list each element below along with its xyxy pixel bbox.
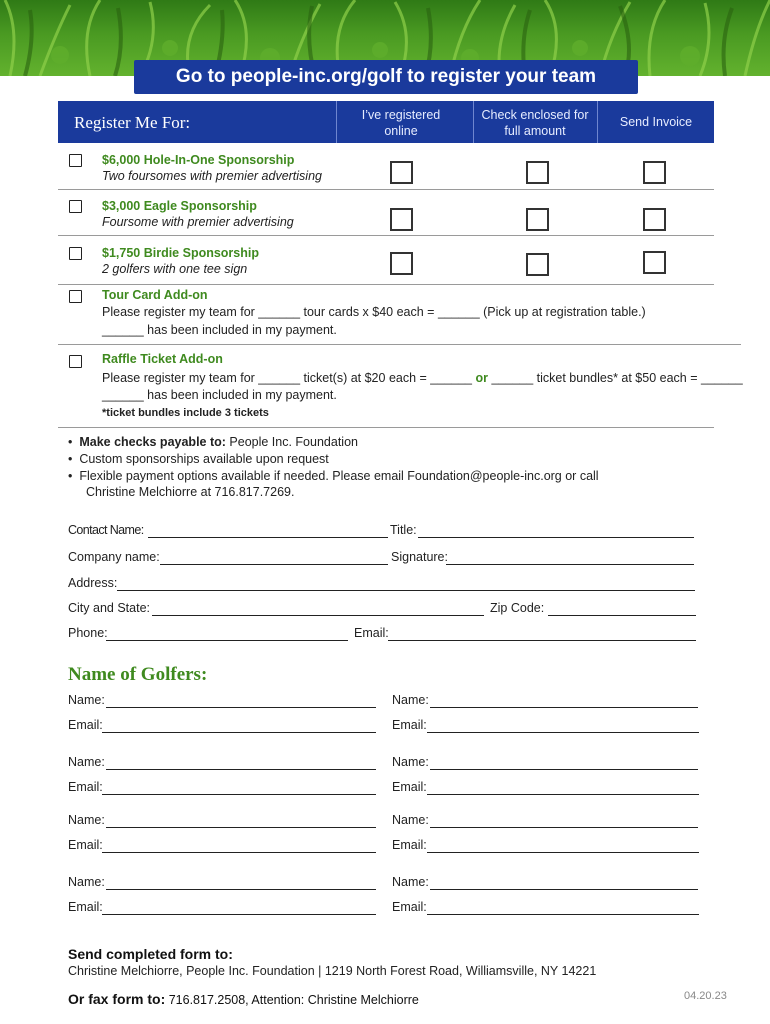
golfer-email-label: Email: <box>392 718 427 732</box>
raffle-line1-b: ______ ticket bundles* at $50 each = ______ <box>487 371 743 385</box>
row-divider <box>58 284 714 285</box>
golfer-name-label: Name: <box>68 693 105 707</box>
header-divider <box>473 101 474 143</box>
golfer-name-field[interactable] <box>106 769 376 770</box>
tour-card-line1: Please register my team for ______ tour cards x $40 each = ______ (Pick up at registration table.) <box>102 305 646 319</box>
golfer-name-label: Name: <box>392 813 429 827</box>
golfer-name-field[interactable] <box>106 707 376 708</box>
sponsorship-desc: 2 golfers with one tee sign <box>102 262 248 276</box>
golfer-name-label: Name: <box>68 875 105 889</box>
raffle-title: Raffle Ticket Add-on <box>102 352 223 366</box>
header-divider <box>336 101 337 143</box>
company-field[interactable] <box>160 564 388 565</box>
golfer-name-field[interactable] <box>430 889 698 890</box>
signature-label: Signature: <box>391 550 448 564</box>
form-date: 04.20.23 <box>684 990 727 1002</box>
city-state-label: City and State: <box>68 601 150 615</box>
sponsorship-checkbox[interactable] <box>69 154 82 167</box>
golfer-email-field[interactable] <box>427 914 699 915</box>
golfer-name-field[interactable] <box>430 707 698 708</box>
send-form-title: Send completed form to: <box>68 946 233 962</box>
register-label: Register Me For: <box>74 113 191 132</box>
registered-online-checkbox[interactable] <box>390 161 413 184</box>
golfer-email-field[interactable] <box>102 914 376 915</box>
golfer-name-field[interactable] <box>106 827 376 828</box>
sponsorship-row <box>58 192 714 236</box>
contact-name-label: Contact Name: <box>68 523 144 537</box>
raffle-line1-a: Please register my team for ______ ticket(s) at $20 each = ______ <box>102 371 476 385</box>
raffle-addon <box>58 351 743 427</box>
fax-text: 716.817.2508, Attention: Christine Melchiorre <box>165 993 419 1007</box>
tour-card-checkbox[interactable] <box>69 290 82 303</box>
golfer-email-label: Email: <box>68 718 103 732</box>
golfer-name-label: Name: <box>392 693 429 707</box>
check-enclosed-checkbox[interactable] <box>526 208 549 231</box>
bullet-checks-text: People Inc. Foundation <box>225 435 358 449</box>
golfer-name-label: Name: <box>68 755 105 769</box>
sponsorship-checkbox[interactable] <box>69 200 82 213</box>
registered-online-checkbox[interactable] <box>390 252 413 275</box>
golfer-email-label: Email: <box>68 900 103 914</box>
tour-card-addon <box>58 286 714 344</box>
signature-field[interactable] <box>446 564 694 565</box>
phone-label: Phone: <box>68 626 108 640</box>
col-check-enclosed: Check enclosed for full amount <box>481 108 589 138</box>
sponsorship-row <box>58 239 714 283</box>
phone-field[interactable] <box>106 640 348 641</box>
check-enclosed-checkbox[interactable] <box>526 253 549 276</box>
row-divider <box>58 235 714 236</box>
header-divider <box>597 101 598 143</box>
register-header <box>58 101 714 143</box>
bullet-custom-text: Custom sponsorships available upon request <box>79 452 329 466</box>
title-label: Title: <box>390 523 417 537</box>
col-registered-online: I’ve registered online <box>361 108 441 138</box>
fax-line <box>68 991 419 1007</box>
email-field[interactable] <box>388 640 696 641</box>
golfer-name-field[interactable] <box>430 769 698 770</box>
send-invoice-checkbox[interactable] <box>643 161 666 184</box>
golfer-name-label: Name: <box>68 813 105 827</box>
tour-card-title: Tour Card Add-on <box>102 288 208 302</box>
sponsorship-row <box>58 146 714 190</box>
sponsorship-name: $6,000 Hole-In-One Sponsorship <box>102 153 295 167</box>
golfer-email-field[interactable] <box>427 794 699 795</box>
golfer-email-label: Email: <box>392 900 427 914</box>
golfer-name-field[interactable] <box>106 889 376 890</box>
raffle-checkbox[interactable] <box>69 355 82 368</box>
email-label: Email: <box>354 626 389 640</box>
raffle-line2: ______ has been included in my payment. <box>102 388 337 402</box>
contact-name-field[interactable] <box>148 537 388 538</box>
golfer-email-label: Email: <box>392 780 427 794</box>
golfer-email-label: Email: <box>68 780 103 794</box>
company-label: Company name: <box>68 550 160 564</box>
bullet-flexible: • Flexible payment options available if needed. Please email Foundation@people-inc.org or call <box>68 469 599 483</box>
raffle-note: *ticket bundles include 3 tickets <box>102 407 269 419</box>
send-form-address: Christine Melchiorre, People Inc. Foundation | 1219 North Forest Road, Williamsville, NY 14221 <box>68 964 597 978</box>
fax-title: Or fax form to: <box>68 991 166 1007</box>
send-invoice-checkbox[interactable] <box>643 251 666 274</box>
raffle-line1 <box>102 371 743 385</box>
golfer-email-field[interactable] <box>102 732 376 733</box>
golfers-title: Name of Golfers: <box>68 664 208 685</box>
bullet-flexible-text: Flexible payment options available if needed. Please email Foundation@people-inc.org or call <box>79 469 599 483</box>
golfer-name-field[interactable] <box>430 827 698 828</box>
golfer-email-label: Email: <box>392 838 427 852</box>
check-enclosed-checkbox[interactable] <box>526 161 549 184</box>
golfer-email-field[interactable] <box>427 852 699 853</box>
sponsorship-desc: Two foursomes with premier advertising <box>102 169 322 183</box>
golfer-email-field[interactable] <box>102 794 376 795</box>
banner-title: Go to people-inc.org/golf to register your team <box>175 66 597 87</box>
title-field[interactable] <box>418 537 694 538</box>
registered-online-checkbox[interactable] <box>390 208 413 231</box>
bullet-flexible-cont: Christine Melchiorre at 716.817.7269. <box>86 485 295 499</box>
row-divider <box>58 427 714 428</box>
sponsorship-name: $1,750 Birdie Sponsorship <box>102 246 259 260</box>
golfer-name-label: Name: <box>392 875 429 889</box>
row-divider <box>58 344 741 345</box>
zip-label: Zip Code: <box>490 601 545 615</box>
golfer-name-label: Name: <box>392 755 429 769</box>
sponsorship-checkbox[interactable] <box>69 247 82 260</box>
golfer-email-field[interactable] <box>427 732 699 733</box>
tour-card-line2: ______ has been included in my payment. <box>102 323 337 337</box>
zip-field[interactable] <box>548 615 696 616</box>
city-state-field[interactable] <box>152 615 484 616</box>
bullet-checks: • Make checks payable to: People Inc. Foundation <box>68 435 358 449</box>
golfer-email-field[interactable] <box>102 852 376 853</box>
sponsorship-desc: Foursome with premier advertising <box>102 215 294 229</box>
col-send-invoice: Send Invoice <box>619 115 693 129</box>
address-label: Address: <box>68 576 118 590</box>
banner <box>0 56 770 94</box>
row-divider <box>58 189 714 190</box>
address-field[interactable] <box>117 590 695 591</box>
bullet-custom: • Custom sponsorships available upon request <box>68 452 329 466</box>
bullet-checks-bold: Make checks payable to: <box>79 435 226 449</box>
sponsorship-name: $3,000 Eagle Sponsorship <box>102 199 257 213</box>
raffle-or: or <box>475 371 488 385</box>
golfer-email-label: Email: <box>68 838 103 852</box>
send-invoice-checkbox[interactable] <box>643 208 666 231</box>
